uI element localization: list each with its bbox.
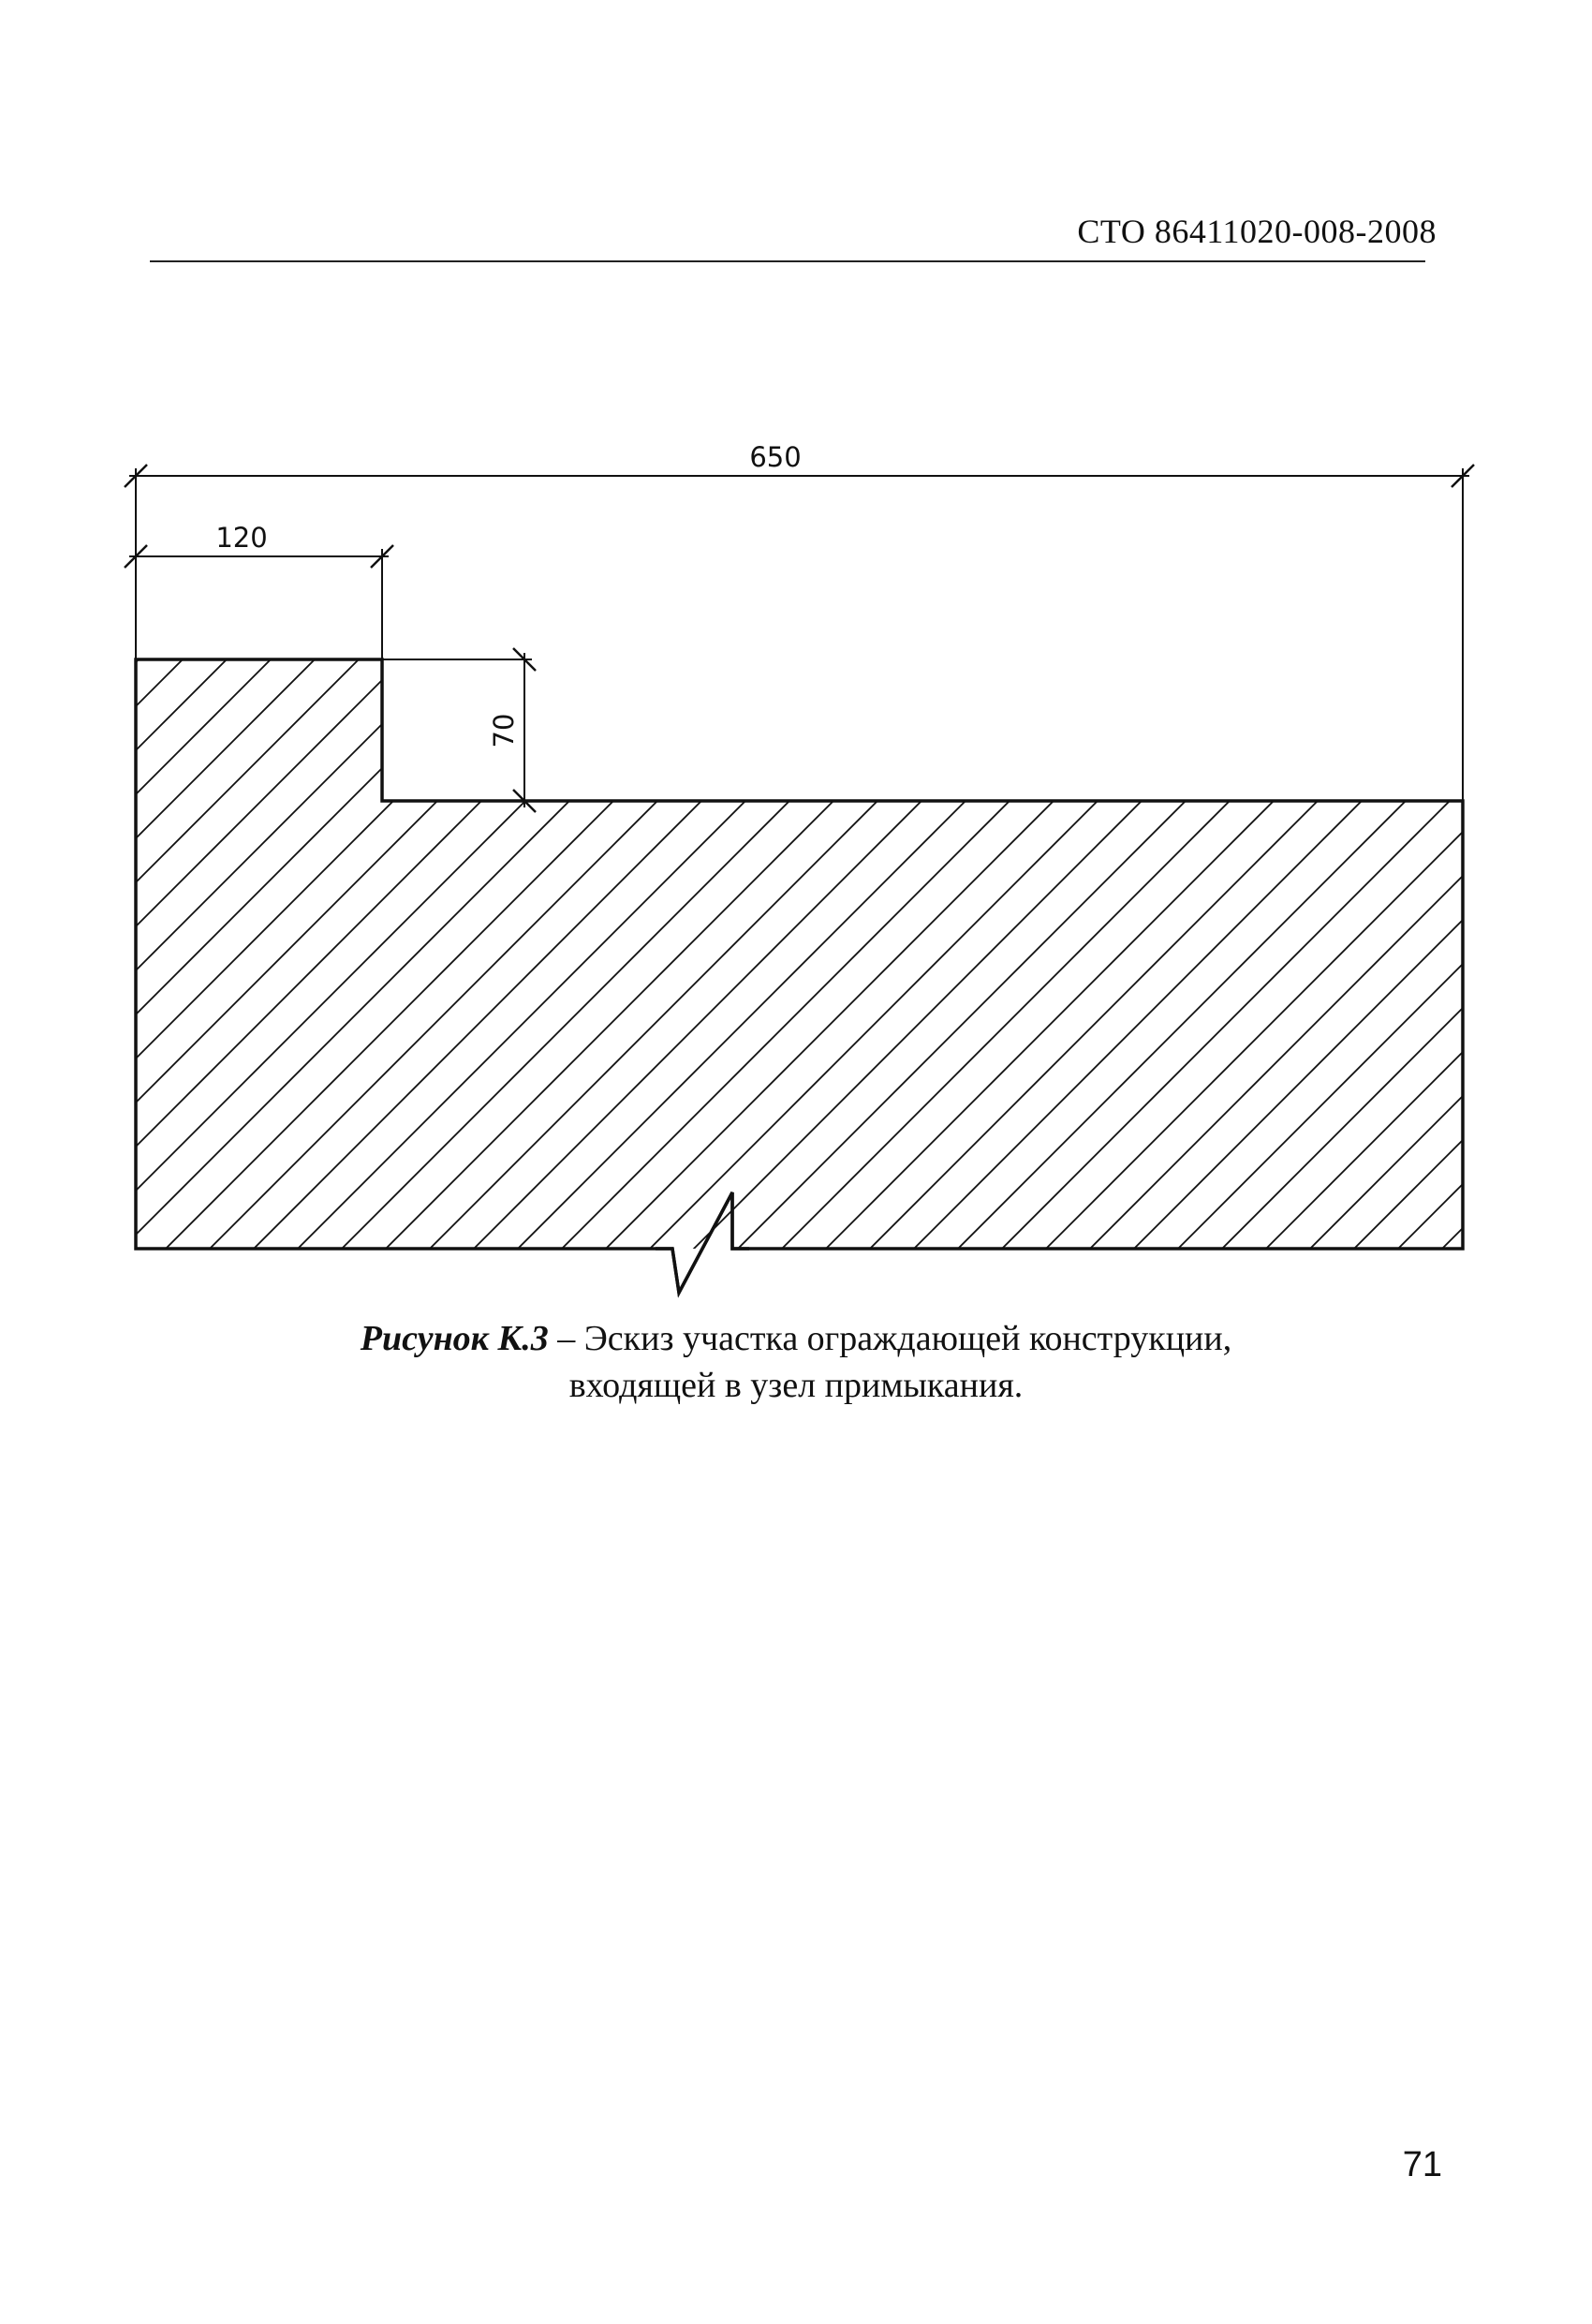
hatch-line (27, 656, 626, 1255)
hatch-line (1260, 656, 1592, 1255)
hatch-line (1480, 656, 1592, 1255)
figure-caption (0, 1315, 1592, 1409)
hatch-line (1128, 656, 1592, 1255)
hatch-line (555, 656, 1155, 1255)
dimension-overall (125, 465, 1474, 801)
hatch-line (951, 656, 1551, 1255)
hatch-line (335, 656, 935, 1255)
hatch-line (731, 656, 1331, 1255)
caption-line-1 (0, 1315, 1592, 1362)
hatch-line (1172, 656, 1592, 1255)
section-hatching (0, 656, 1592, 1255)
hatch-line (0, 656, 142, 1255)
figure-label: Рисунок К.3 (360, 1319, 549, 1358)
hatch-line (995, 656, 1592, 1255)
hatch-line (1436, 656, 1592, 1255)
hatch-line (379, 656, 979, 1255)
hatch-line (0, 656, 362, 1255)
page-number: 71 (1402, 2145, 1442, 2184)
caption-dash: – (548, 1319, 584, 1358)
dimension-ledge-width-text: 120 (215, 522, 268, 554)
section-outline (136, 659, 1463, 1293)
document-code: СТО 86411020-008-2008 (1077, 213, 1437, 250)
hatch-line (819, 656, 1419, 1255)
hatch-line (775, 656, 1375, 1255)
hatch-line (687, 656, 1287, 1255)
hatch-line (0, 656, 494, 1255)
hatch-line (1304, 656, 1592, 1255)
caption-line-2: входящей в узел примыкания. (568, 1366, 1024, 1405)
caption-text-1: Эскиз участка ограждающей конструкции, (583, 1319, 1232, 1358)
hatch-line (0, 656, 318, 1255)
dimension-ledge-width (125, 545, 393, 659)
hatch-line (159, 656, 759, 1255)
hatch-line (115, 656, 715, 1255)
hatch-line (71, 656, 671, 1255)
hatch-line (863, 656, 1463, 1255)
hatch-line (599, 656, 1199, 1255)
hatch-line (1216, 656, 1592, 1255)
hatch-line (907, 656, 1507, 1255)
hatch-line (643, 656, 1243, 1255)
hatch-line (1039, 656, 1592, 1255)
dimension-ledge-depth-text: 70 (488, 713, 520, 748)
hatch-line (1083, 656, 1592, 1255)
dimension-overall-text: 650 (749, 441, 802, 473)
hatch-line (467, 656, 1067, 1255)
hatch-line (0, 656, 406, 1255)
hatch-line (0, 656, 98, 1255)
hatch-line (511, 656, 1111, 1255)
hatch-line (247, 656, 847, 1255)
hatch-line (1392, 656, 1592, 1255)
hatch-line (0, 656, 186, 1255)
